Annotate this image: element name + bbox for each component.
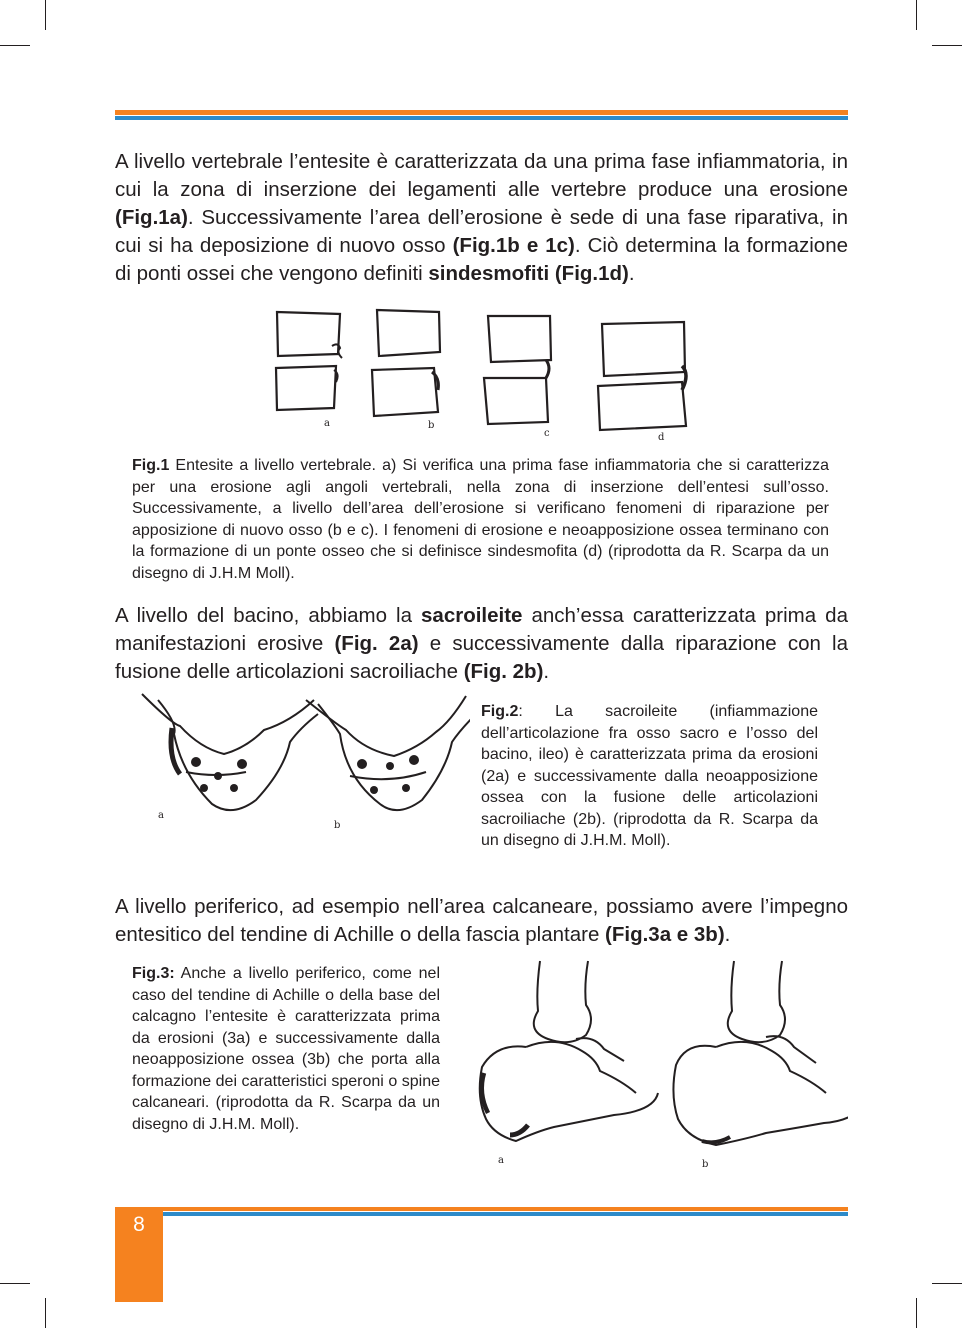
figure-1-caption [132,455,829,584]
crop-mark [0,45,30,46]
text: e successivamente dalla riparazione con la fusione delle articolazioni sacroiliache [115,632,849,683]
term-sindesmofiti: sindesmofiti (Fig.1d) [428,262,629,285]
fig1-label-a: a [324,418,330,429]
header-rule [115,110,848,120]
fig-ref: (Fig.3a e 3b) [605,923,725,946]
caption-label: Fig.3: [132,965,175,982]
fig1-label-b: b [428,420,435,431]
text: A livello del bacino, abbiamo la [115,604,422,627]
text: . Ciò determina la formazione di ponti ossei che vengono definiti [115,234,849,285]
caption-text: : La sacroileite (infiammazione dell’articolazione fra osso sacro e l’osso del bacino, ileo) è caratterizzata prima da erosioni (2a) e successivamente dalla neoapposizione ossea con la fusione delle articolazioni sacroiliache (2b). (riprodotta da R. Scarpa da un disegno di J.H.M. Moll). [481,703,818,849]
text: . [628,262,635,285]
fig3-label-b: b [702,1159,709,1170]
text: . [724,923,731,946]
figure-3-calcaneus [466,955,848,1175]
footer-rule [163,1207,848,1216]
paragraph-peripheral [115,893,848,949]
fig2-label-a: a [158,810,164,821]
text: A livello periferico, ad esempio nell’area calcaneare, possiamo avere l’impegno entesitico del tendine di Achille o della fascia plantare [115,895,848,946]
figure-2-caption [481,701,818,852]
crop-mark [0,1283,30,1284]
fig-ref: (Fig.1a) [115,206,188,229]
text: . Successivamente l’area dell’erosione è sede di una fase riparativa, in cui si ha deposizione di nuovo osso [115,206,848,257]
page-number-box [115,1207,163,1302]
fig3-label-a: a [498,1155,504,1166]
fig-ref: (Fig. 2a) [334,632,419,655]
fig-ref: (Fig.1b e 1c) [452,234,575,257]
caption-label: Fig.1 [132,457,170,474]
text: A livello vertebrale l’entesite è caratterizzata da una prima fase infiammatoria, in cui la zona di inserzione dei legamenti alle vertebre produce una erosione [115,150,848,201]
figure-3-caption [132,963,440,1135]
figure-2-sacroiliac [130,688,470,838]
crop-mark [932,1283,962,1284]
crop-mark [45,0,46,30]
fig-ref: (Fig. 2b) [463,660,544,683]
paragraph-vertebral [115,148,848,288]
crop-mark [916,1298,917,1328]
page-number: 8 [133,1213,145,1236]
crop-mark [45,1298,46,1328]
caption-label: Fig.2 [481,703,519,720]
paragraph-pelvis [115,602,848,686]
fig1-label-c: c [544,428,550,439]
term-sacroileite: sacroileite [421,604,523,627]
fig1-label-d: d [658,432,665,443]
caption-text: Anche a livello periferico, come nel caso del tendine di Achille o della base del calcagno l’entesite è caratterizzata prima da erosioni (3a) e successivamente dalla neoapposizione ossea (3b) che porta alla formazione dei caratteristici speroni o spine calcaneari. (riprodotta da R. Scarpa da un disegno di J.H.M. Moll). [132,965,440,1133]
caption-text: Entesite a livello vertebrale. a) Si verifica una prima fase infiammatoria che si caratterizza per una erosione agli angoli vertebrali, nella zona di inserzione dell’entesi sull’osso. Successivamente, a livello dell’area dell’erosione si verificano fenomeni di riparazione per apposizione di nuovo osso (b e c). I fenomeni di erosione e neoapposizione ossea terminano con la formazione di un ponte osseo che si definisce sindesmofita (d) (riprodotta da R. Scarpa da un disegno di J.H.M Moll). [132,457,829,582]
crop-mark [916,0,917,30]
text: anch’essa caratterizzata prima da manifestazioni erosive [115,604,848,655]
fig2-label-b: b [334,820,341,831]
figure-1-vertebrae [262,300,702,448]
crop-mark [932,45,962,46]
text: . [543,660,550,683]
